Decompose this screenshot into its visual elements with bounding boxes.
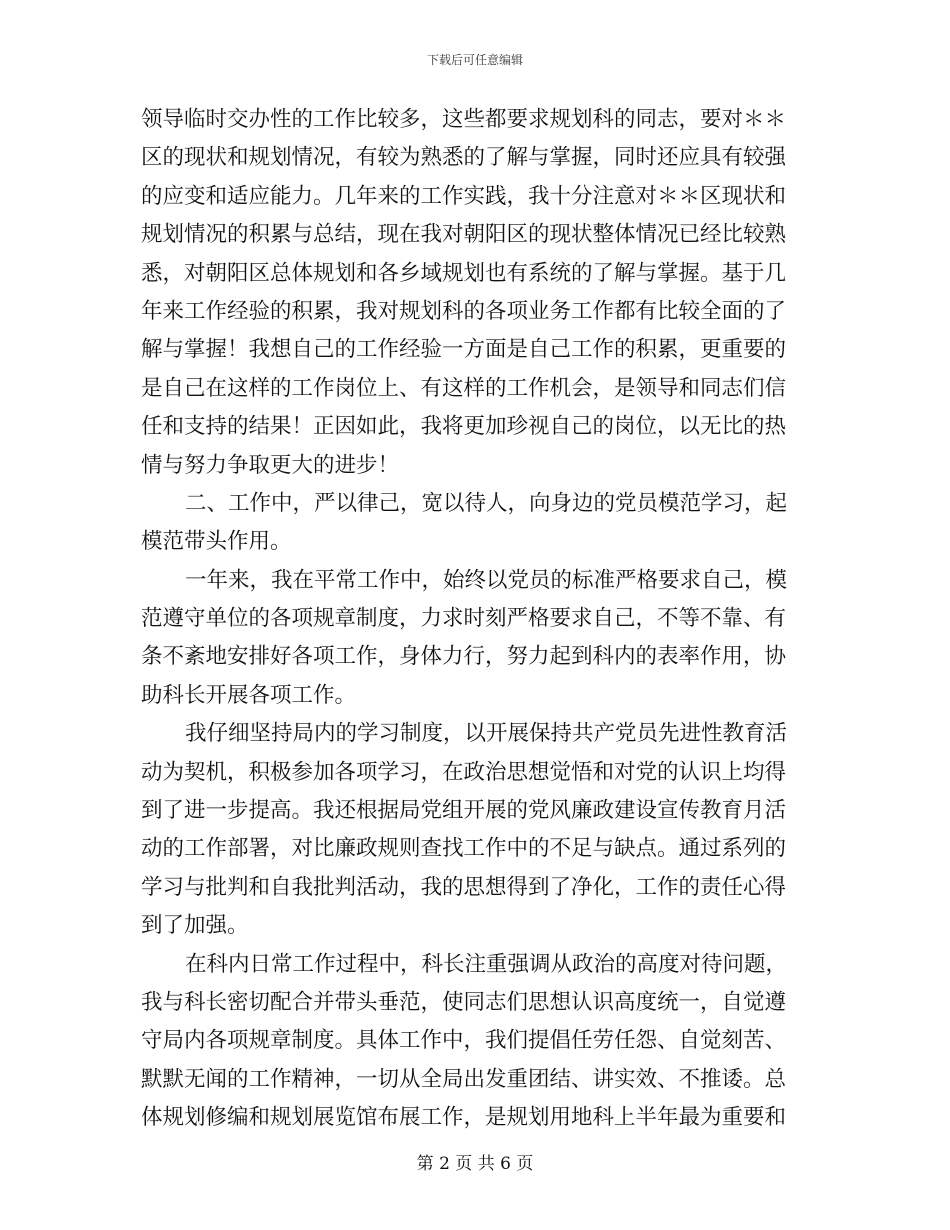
text-line: 体规划修编和规划展览馆布展工作，是规划用地科上半年最为重要和	[141, 1105, 787, 1131]
text-line: 的应变和适应能力。几年来的工作实践，我十分注意对＊＊区现状和	[141, 183, 787, 209]
text-line: 到了进一步提高。我还根据局党组开展的党风廉政建设宣传教育月活	[141, 798, 787, 824]
text-line: 动为契机，积极参加各项学习，在政治思想觉悟和对党的认识上均得	[141, 759, 787, 785]
text-line: 年来工作经验的积累，我对规划科的各项业务工作都有比较全面的了	[141, 298, 787, 324]
text-line: 守局内各项规章制度。具体工作中，我们提倡任劳任怨、自觉刻苦、	[141, 1028, 787, 1054]
text-line: 默默无闻的工作精神，一切从全局出发重团结、讲实效、不推诿。总	[141, 1066, 787, 1092]
text-line: 情与努力争取更大的进步！	[141, 452, 400, 478]
text-line: 动的工作部署，对比廉政规则查找工作中的不足与缺点。通过系列的	[141, 836, 787, 862]
text-line: 区的现状和规划情况，有较为熟悉的了解与掌握，同时还应具有较强	[141, 145, 787, 171]
text-line: 是自己在这样的工作岗位上、有这样的工作机会，是领导和同志们信	[141, 375, 787, 401]
page-header: 下载后可任意编辑	[426, 53, 523, 67]
text-line: 悉，对朝阳区总体规划和各乡域规划也有系统的了解与掌握。基于几	[141, 260, 787, 286]
page-number-footer: 第 2 页 共 6 页	[416, 1154, 534, 1174]
text-line: 解与掌握！我想自己的工作经验一方面是自己工作的积累，更重要的	[141, 337, 787, 363]
text-line: 模范带头作用。	[141, 529, 292, 555]
text-line: 规划情况的积累与总结，现在我对朝阳区的现状整体情况已经比较熟	[141, 222, 787, 248]
text-line: 任和支持的结果！正因如此，我将更加珍视自己的岗位，以无比的热	[141, 414, 787, 440]
paragraph-start-line: 一年来，我在平常工作中，始终以党员的标准严格要求自己，模	[185, 567, 788, 593]
text-line: 助科长开展各项工作。	[141, 682, 357, 708]
text-line: 范遵守单位的各项规章制度，力求时刻严格要求自己，不等不靠、有	[141, 606, 787, 632]
paragraph-start-line: 我仔细坚持局内的学习制度，以开展保持共产党员先进性教育活	[185, 721, 788, 747]
document-body	[141, 101, 809, 1138]
text-line: 我与科长密切配合并带头垂范，使同志们思想认识高度统一，自觉遵	[141, 989, 787, 1015]
paragraph-start-line: 在科内日常工作过程中，科长注重强调从政治的高度对待问题，	[185, 951, 788, 977]
text-line: 领导临时交办性的工作比较多，这些都要求规划科的同志，要对＊＊	[141, 107, 787, 132]
paragraph-start-line: 二、工作中，严以律己，宽以待人，向身边的党员模范学习，起	[185, 490, 788, 516]
text-line: 条不紊地安排好各项工作，身体力行，努力起到科内的表率作用，协	[141, 644, 787, 670]
text-line: 到了加强。	[141, 913, 249, 939]
text-line: 学习与批判和自我批判活动，我的思想得到了净化，工作的责任心得	[141, 874, 787, 900]
